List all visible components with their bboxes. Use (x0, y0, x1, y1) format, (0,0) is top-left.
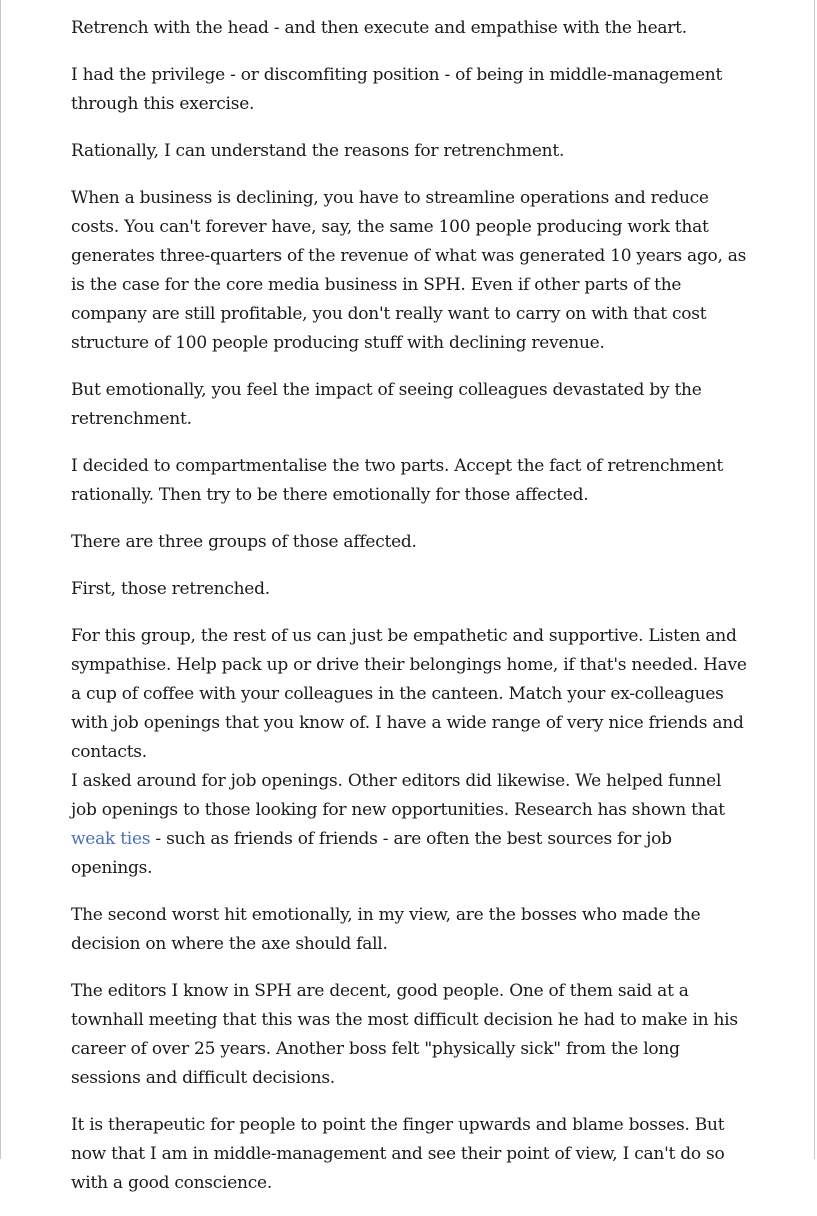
article-body (71, 14, 751, 1216)
paragraph-3: Rationally, I can understand the reasons for retrenchment. (71, 141, 565, 161)
paragraph-7: There are three groups of those affected. (71, 532, 417, 552)
paragraph-9-text-c: - such as friends of friends - are often the best sources for job openings. (71, 829, 672, 878)
paragraph-5: But emotionally, you feel the impact of seeing colleagues devastated by the retrenchment. (71, 380, 702, 429)
paragraph-11: The editors I know in SPH are decent, good people. One of them said at a townhall meeting that this was the most difficult decision he had to make in his career of over 25 years. Another boss felt "physically sick" from the long sessions and difficult decisions. (71, 981, 738, 1088)
weak-ties-link[interactable]: weak ties (71, 829, 151, 849)
paragraph-12: It is therapeutic for people to point the finger upwards and blame bosses. But now that I am in middle-management and see their point of view, I can't do so with a good conscience. (71, 1115, 725, 1193)
paragraph-9-text-a: For this group, the rest of us can just be empathetic and supportive. Listen and sympathise. Help pack up or drive their belongings home, if that's needed. Have a cup of coffee with your colleagues in the canteen. Match your ex-colleagues with job openings that you know of. I have a wide range of very nice friends and contacts. (71, 626, 747, 762)
paragraph-9 (71, 622, 751, 883)
paragraph-8: First, those retrenched. (71, 579, 270, 599)
paragraph-4: When a business is declining, you have to streamline operations and reduce costs. You can't forever have, say, the same 100 people producing work that generates three-quarters of the revenue of what was generated 10 years ago, as is the case for the core media business in SPH. Even if other parts of the company are still profitable, you don't really want to carry on with that cost structure of 100 people producing stuff with declining revenue. (71, 188, 747, 353)
paragraph-10: The second worst hit emotionally, in my view, are the bosses who made the decision on where the axe should fall. (71, 905, 701, 954)
paragraph-1: Retrench with the head - and then execute and empathise with the heart. (71, 18, 687, 38)
paragraph-9-text-b: I asked around for job openings. Other editors did likewise. We helped funnel job openings to those looking for new opportunities. Research has shown that (71, 771, 725, 820)
paragraph-2: I had the privilege - or discomfiting position - of being in middle-management through this exercise. (71, 65, 723, 114)
paragraph-6: I decided to compartmentalise the two parts. Accept the fact of retrenchment rationally. Then try to be there emotionally for those affected. (71, 456, 723, 505)
